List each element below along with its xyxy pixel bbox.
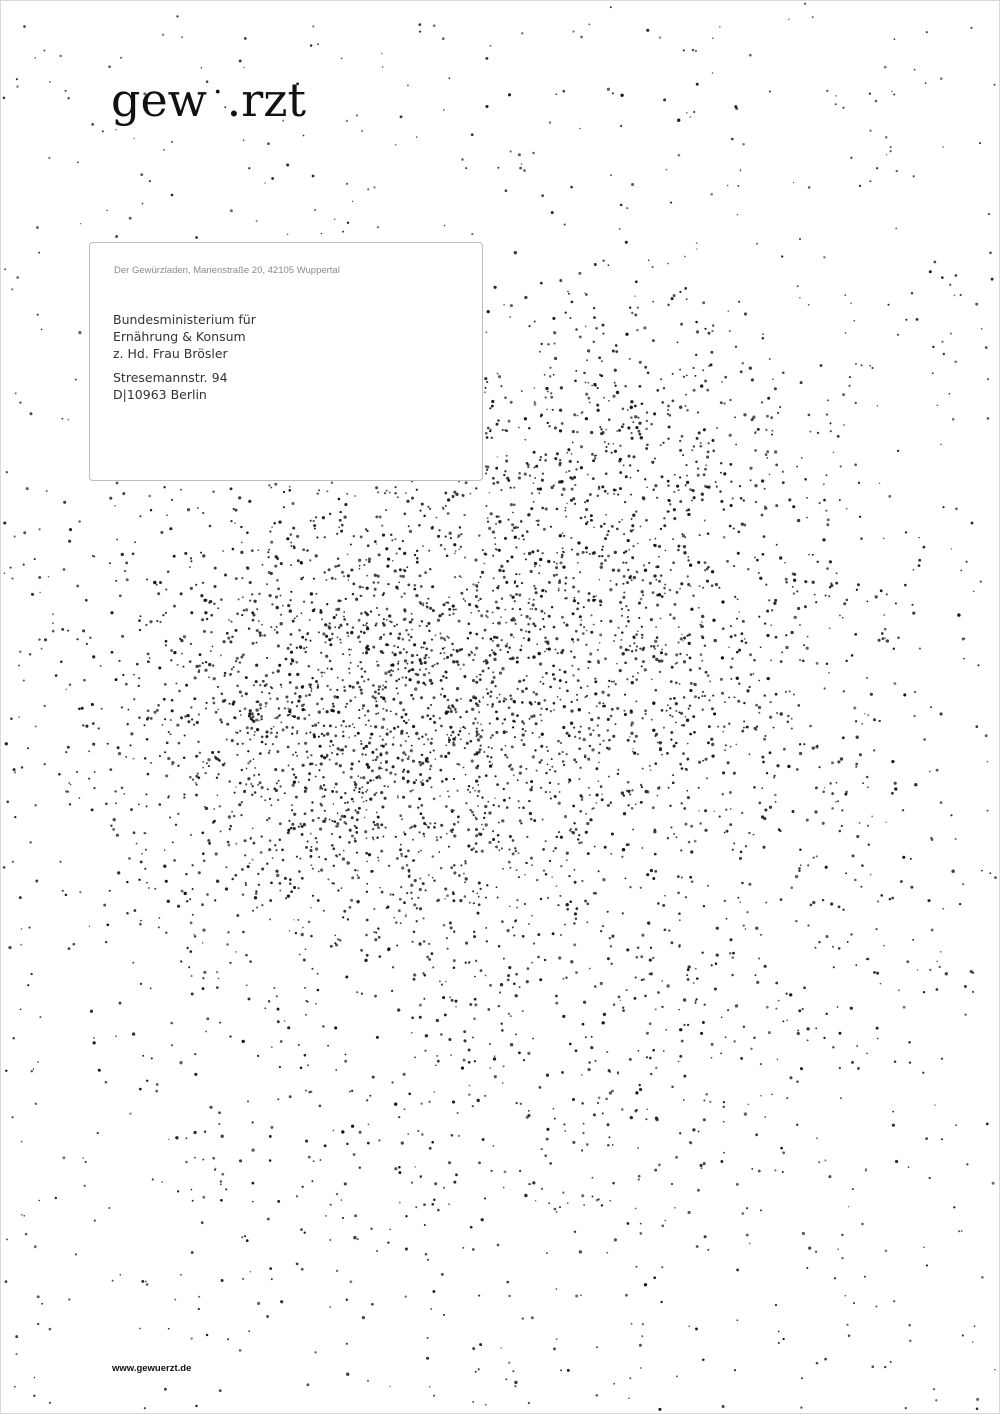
dot-pattern-background [1, 1, 999, 1413]
brand-logo [111, 73, 306, 127]
address-window [89, 242, 483, 481]
recipient-line-1: Bundesministerium für [113, 312, 256, 327]
website-url: www.gewuerzt.de [112, 1363, 192, 1374]
sender-line: Der Gewürzladen, Marienstraße 20, 42105 Wuppertal [114, 265, 340, 276]
logo-dot: · [213, 75, 223, 110]
recipient-gap [113, 362, 256, 369]
recipient-address [113, 311, 256, 403]
recipient-city: D|10963 Berlin [113, 387, 207, 402]
recipient-line-2: Ernährung & Konsum [113, 329, 246, 344]
logo-text-left: gew [111, 73, 208, 127]
recipient-line-3: z. Hd. Frau Brösler [113, 346, 228, 361]
logo-text-right: .rzt [226, 73, 306, 127]
recipient-street: Stresemannstr. 94 [113, 370, 228, 385]
